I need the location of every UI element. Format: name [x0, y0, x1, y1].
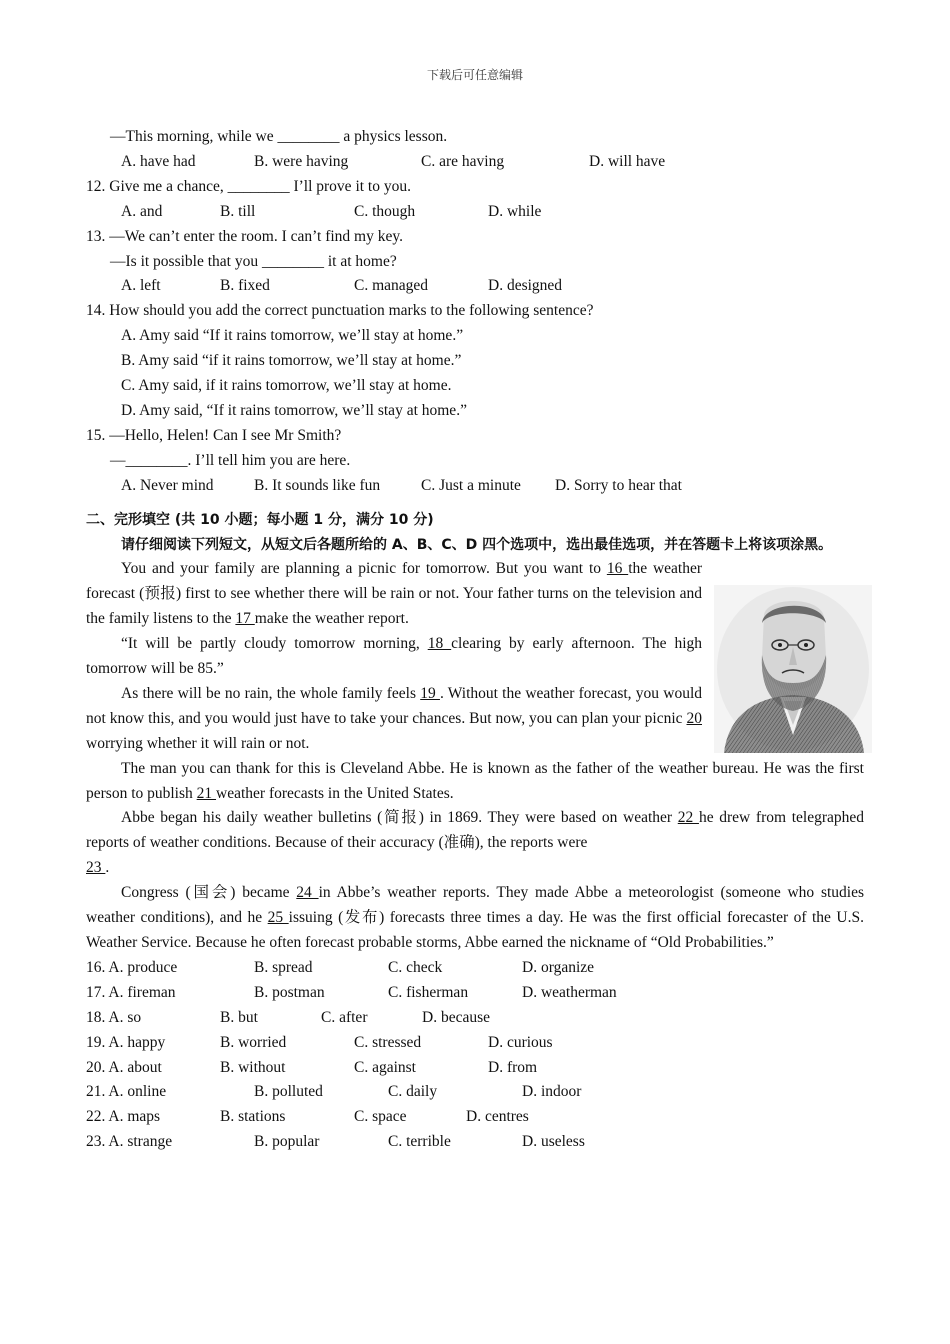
passage-paragraph-3 — [86, 682, 702, 757]
text: You and your family are planning a picnic for tomorrow. But you want to — [121, 560, 607, 578]
passage-paragraph-5 — [86, 806, 864, 881]
dash: — — [110, 451, 126, 469]
option: D. useless — [522, 1133, 585, 1151]
blank-18: 18 — [427, 635, 452, 653]
text: As there will be no rain, the whole family feels — [121, 684, 421, 702]
option: A. and — [121, 202, 163, 220]
answer-row-20 — [86, 1056, 864, 1081]
blank-22: 22 — [677, 809, 699, 827]
option: C. are having — [421, 152, 505, 170]
option: 22. A. maps — [86, 1108, 161, 1126]
option: D. weatherman — [522, 983, 617, 1001]
q12-options — [86, 200, 864, 225]
section-title: 二、完形填空 (共 10 小题；每小题 1 分，满分 10 分) — [86, 511, 434, 528]
q15-stem: 15. —Hello, Helen! Can I see Mr Smith? — [86, 426, 342, 444]
text: Congress (国会) became — [121, 884, 297, 902]
q15-line2-rest: . I’ll tell him you are here. — [187, 451, 351, 469]
q15-line2 — [86, 449, 864, 474]
option: B. fixed — [220, 277, 270, 295]
q15-options — [86, 474, 864, 499]
blank: ________ — [125, 451, 188, 469]
option: C. after — [321, 1008, 368, 1026]
blank-20: 20 — [686, 709, 702, 727]
option: C. though — [354, 202, 416, 220]
option: C. fisherman — [388, 983, 469, 1001]
passage-paragraph-4 — [86, 757, 864, 807]
option: B. but — [220, 1008, 258, 1026]
blank-19: 19 — [420, 684, 440, 702]
option: D. Sorry to hear that — [555, 476, 682, 494]
option: C. daily — [388, 1083, 438, 1101]
blank-23: 23 — [86, 859, 106, 877]
q13-options — [86, 274, 864, 299]
option: 19. A. happy — [86, 1033, 166, 1051]
answer-row-16 — [86, 956, 864, 981]
q14-stem: 14. How should you add the correct punctuation marks to the following sentence? — [86, 302, 594, 320]
blank-24: 24 — [296, 884, 319, 902]
blank-21: 21 — [196, 784, 217, 802]
option: B. stations — [220, 1108, 286, 1126]
option: 20. A. about — [86, 1058, 162, 1076]
option: B. till — [220, 202, 256, 220]
q12-stem: 12. Give me a chance, ________ I’ll prove it to you. — [86, 177, 411, 195]
text: “It will be partly cloudy tomorrow morning, — [121, 635, 428, 653]
text: issuing (发布) forecasts three times a day. He was the first official forecaster of the U.S. Weather Service. Because he often forecast probable storms, Abbe earned the nickname of “Old Probabilities.” — [86, 909, 864, 951]
page-header-note: 下载后可任意编辑 — [426, 68, 523, 82]
option: 21. A. online — [86, 1083, 167, 1101]
option: D. because — [422, 1008, 490, 1026]
q13-line2: —Is it possible that you ________ it at home? — [110, 252, 397, 270]
text: worrying whether it will rain or not. — [86, 734, 310, 752]
answer-row-21 — [86, 1080, 864, 1105]
option: C. stressed — [354, 1033, 422, 1051]
q13-stem: 13. —We can’t enter the room. I can’t find my key. — [86, 227, 403, 245]
option: D. designed — [488, 277, 563, 295]
text: in Abbe’s weather reports. They made Abbe a meteorologist (someone who studies weather conditions), and he — [86, 884, 865, 927]
text: weather forecasts in the United States. — [216, 784, 454, 802]
text: Abbe began his daily weather bulletins (简报) in 1869. They were based on weather — [121, 809, 678, 827]
text: he drew from telegraphed reports of weather conditions. Because of their accuracy (准确), the reports were — [86, 809, 865, 852]
option: D. will have — [589, 152, 666, 170]
option: B. spread — [254, 958, 313, 976]
blank-16: 16 — [606, 560, 629, 578]
blank-25: 25 — [267, 909, 289, 927]
option: 23. A. strange — [86, 1133, 173, 1151]
option: B. without — [220, 1058, 286, 1076]
section-instruction: 请仔细阅读下列短文，从短文后各题所给的 A、B、C、D 四个选项中，选出最佳选项，并在答题卡上将该项涂黑。 — [121, 536, 833, 553]
text: . — [105, 859, 110, 877]
text: clearing by early afternoon. The high tomorrow will be 85.” — [86, 635, 703, 678]
option: D. organize — [522, 958, 595, 976]
text: the weather forecast (预报) first to see whether there will be rain or not. Your father turns on the television and the family listens to the — [86, 560, 703, 628]
answer-row-18 — [86, 1006, 864, 1031]
q14-option-a: A. Amy said “If it rains tomorrow, we’ll stay at home.” — [121, 327, 464, 345]
option: 16. A. produce — [86, 958, 178, 976]
option: A. Never mind — [121, 476, 214, 494]
option: B. were having — [254, 152, 349, 170]
option: D. while — [488, 202, 542, 220]
option: D. curious — [488, 1033, 553, 1051]
option: C. terrible — [388, 1133, 451, 1151]
q11-options — [86, 150, 864, 175]
q14-option-c: C. Amy said, if it rains tomorrow, we’ll stay at home. — [121, 377, 452, 395]
option: B. polluted — [254, 1083, 323, 1101]
q14-option-b: B. Amy said “if it rains tomorrow, we’ll stay at home.” — [121, 352, 462, 370]
q14-option-d: D. Amy said, “If it rains tomorrow, we’ll stay at home.” — [121, 401, 467, 419]
option: D. indoor — [522, 1083, 582, 1101]
text: make the weather report. — [254, 610, 409, 628]
passage-paragraph-1 — [86, 557, 702, 632]
text: The man you can thank for this is Cleveland Abbe. He is known as the father of the weather bureau. He was the first person to publish — [86, 759, 864, 802]
option: A. have had — [121, 152, 196, 170]
option: 18. A. so — [86, 1008, 142, 1026]
option: B. worried — [220, 1033, 287, 1051]
blank-17: 17 — [235, 610, 255, 628]
answer-row-23 — [86, 1130, 864, 1155]
q11-line: —This morning, while we ________ a physics lesson. — [110, 128, 448, 145]
answer-row-17 — [86, 981, 864, 1006]
option: C. space — [354, 1108, 407, 1126]
option: C. Just a minute — [421, 476, 521, 494]
option: B. It sounds like fun — [254, 476, 381, 494]
option: D. centres — [466, 1108, 529, 1126]
option: A. left — [121, 277, 161, 295]
exam-content — [86, 125, 864, 1155]
passage-paragraph-2 — [86, 632, 702, 682]
option: 17. A. fireman — [86, 983, 176, 1001]
option: C. against — [354, 1058, 416, 1076]
text: . Without the weather forecast, you would not know this, and you would just have to take your chances. But now, you can plan your picnic — [86, 684, 702, 727]
option: C. check — [388, 958, 443, 976]
option: D. from — [488, 1058, 538, 1076]
passage-paragraph-6 — [86, 881, 864, 956]
option: B. postman — [254, 983, 325, 1001]
option: B. popular — [254, 1133, 320, 1151]
option: C. managed — [354, 277, 429, 295]
answer-row-22 — [86, 1105, 864, 1130]
answer-row-19 — [86, 1031, 864, 1056]
